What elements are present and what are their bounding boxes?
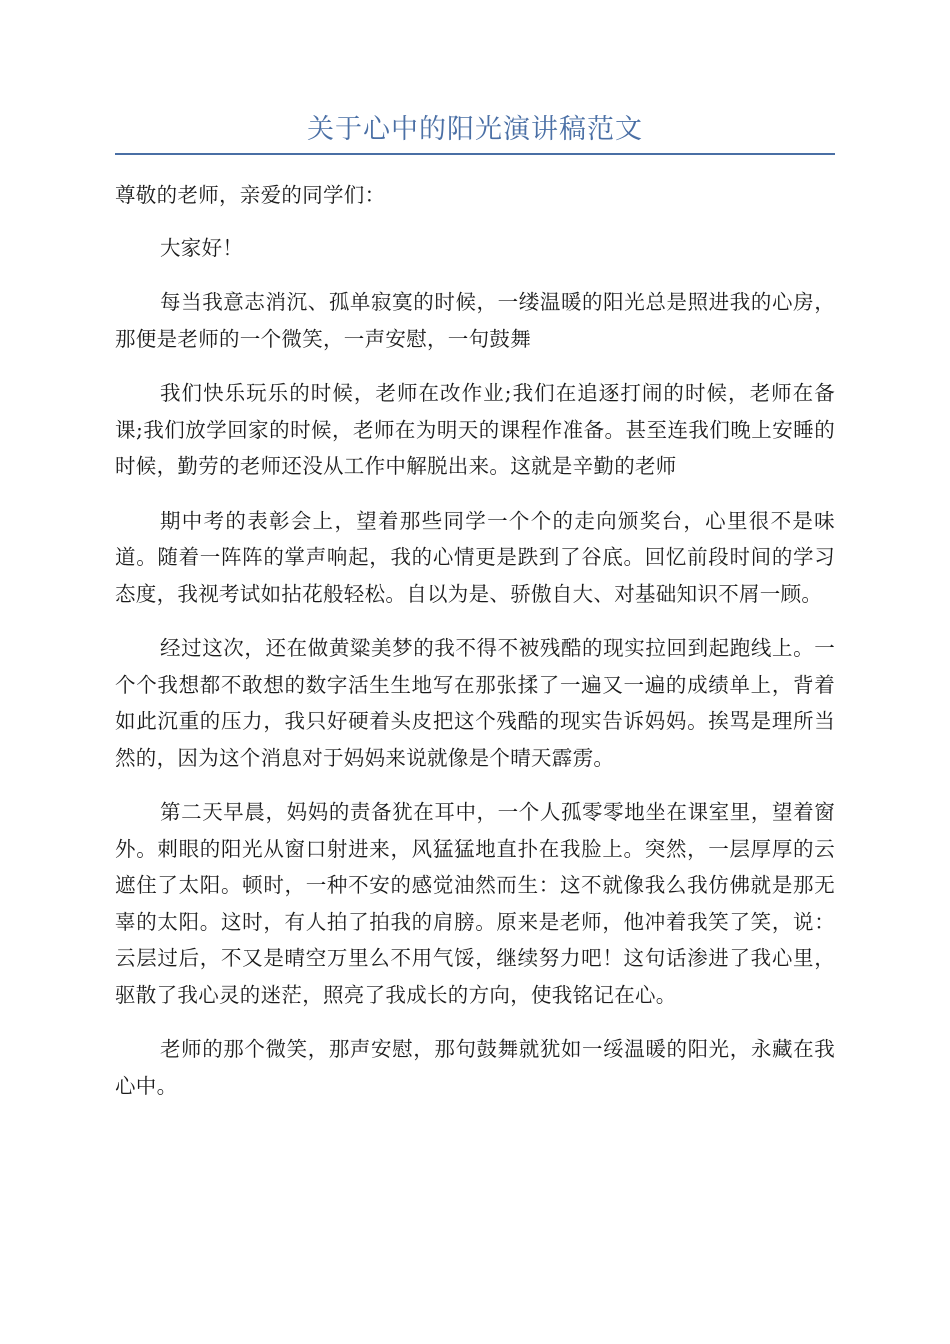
document-title: 关于心中的阳光演讲稿范文	[307, 114, 643, 145]
paragraph-4: 经过这次，还在做黄粱美梦的我不得不被残酷的现实拉回到起跑线上。一个个我想都不敢想的数字活生生地写在那张揉了一遍又一遍的成绩单上，背着如此沉重的压力，我只好硬着头皮把这个残酷的现实告诉妈妈。挨骂是理所当然的，因为这个消息对于妈妈来说就像是个晴天霹雳。	[115, 636, 835, 770]
document-body	[115, 177, 835, 1122]
paragraph-2: 我们快乐玩乐的时候，老师在改作业;我们在追逐打闹的时候，老师在备课;我们放学回家的时候，老师在为明天的课程作准备。甚至连我们晚上安睡的时候，勤劳的老师还没从工作中解脱出来。这就是辛勤的老师	[115, 381, 835, 478]
paragraph-5: 第二天早晨，妈妈的责备犹在耳中，一个人孤零零地坐在课室里，望着窗外。刺眼的阳光从窗口射进来，风猛猛地直扑在我脸上。突然，一层厚厚的云遮住了太阳。顿时，一种不安的感觉油然而生：这不就像我么我仿佛就是那无辜的太阳。这时，有人拍了拍我的肩膀。原来是老师，他冲着我笑了笑，说：云层过后，不又是晴空万里么不用气馁，继续努力吧！这句话渗进了我心里，驱散了我心灵的迷茫，照亮了我成长的方向，使我铭记在心。	[115, 800, 835, 1007]
paragraph-3: 期中考的表彰会上，望着那些同学一个个的走向颁奖台，心里很不是味道。随着一阵阵的掌声响起，我的心情更是跌到了谷底。回忆前段时间的学习态度，我视考试如拈花般轻松。自以为是、骄傲自大、对基础知识不屑一顾。	[115, 508, 835, 606]
paragraph-greeting: 大家好！	[160, 235, 244, 260]
paragraph-1: 每当我意志消沉、孤单寂寞的时候，一缕温暖的阳光总是照进我的心房，那便是老师的一个微笑，一声安慰，一句鼓舞	[115, 290, 835, 351]
salutation: 尊敬的老师，亲爱的同学们：	[115, 183, 386, 207]
title-underline	[115, 153, 835, 155]
paragraph-6: 老师的那个微笑，那声安慰，那句鼓舞就犹如一绥温暖的阳光，永藏在我心中。	[115, 1037, 835, 1098]
